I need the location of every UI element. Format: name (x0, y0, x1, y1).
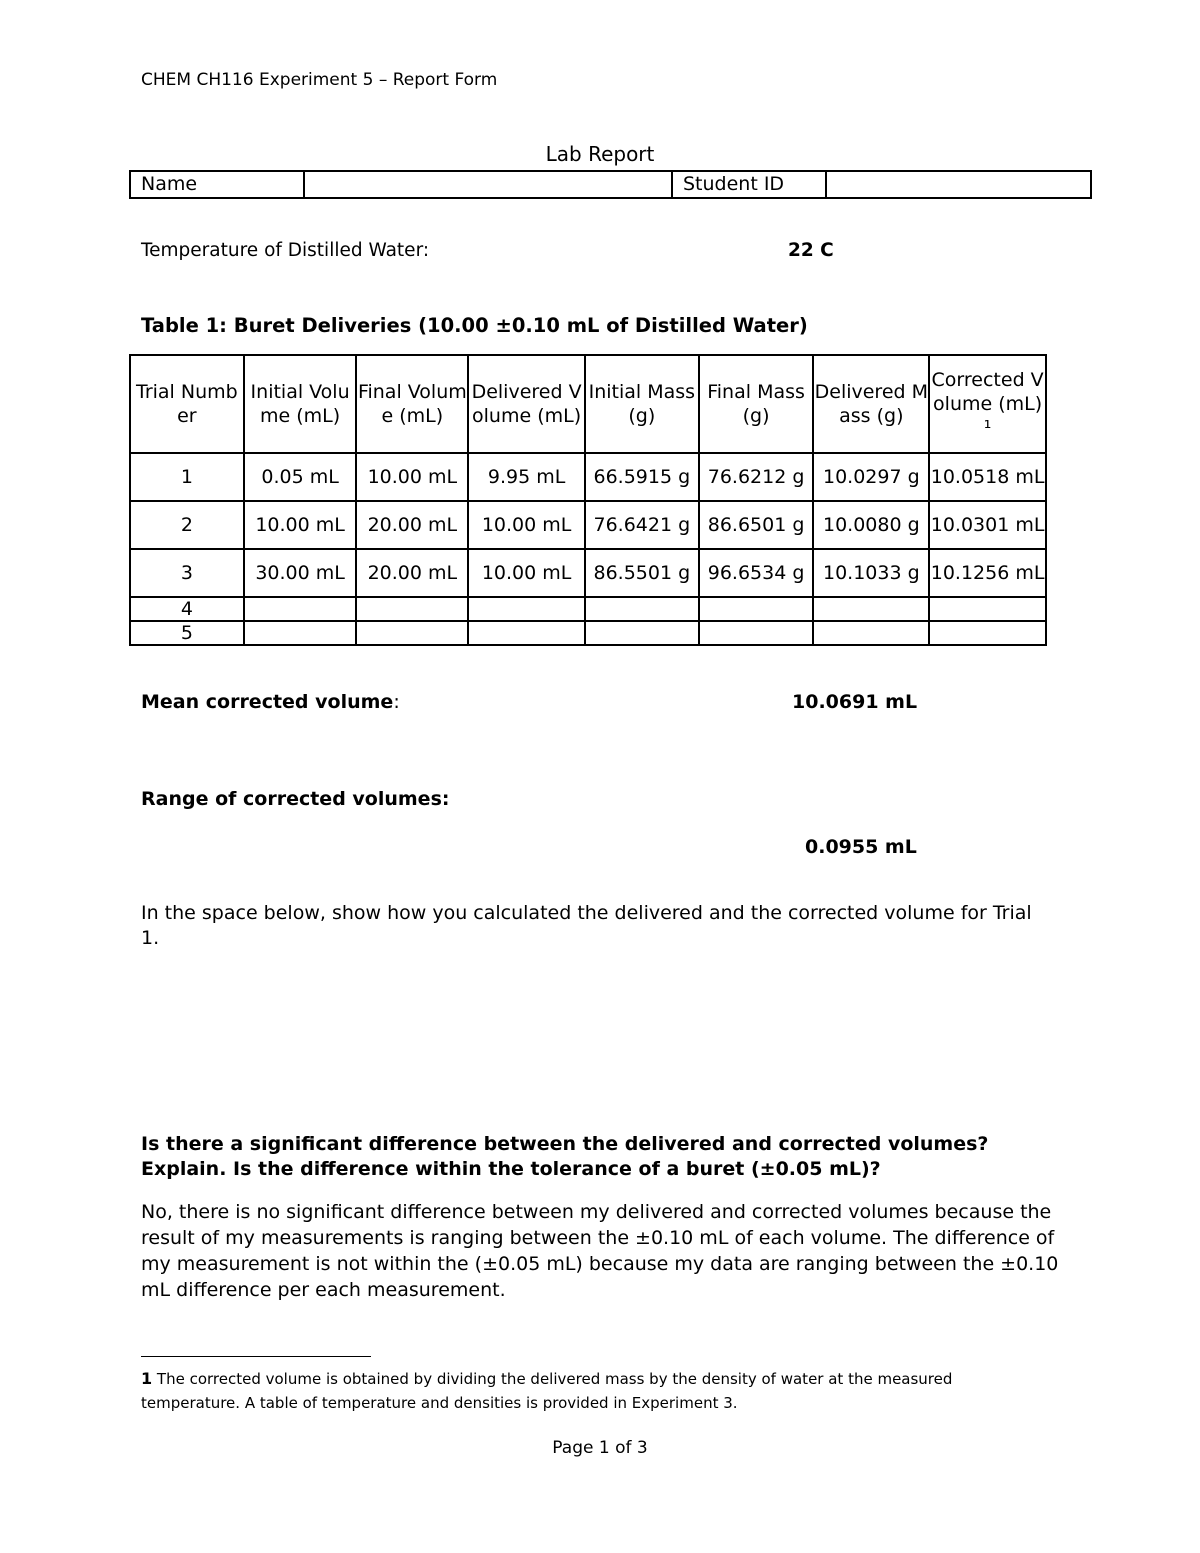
table-cell: 30.00 mL (244, 549, 357, 597)
table-cell: 0.05 mL (244, 453, 357, 501)
table-cell[interactable] (244, 597, 357, 621)
table-cell[interactable] (585, 621, 699, 645)
table-cell[interactable] (699, 597, 814, 621)
table-cell[interactable] (699, 621, 814, 645)
table-cell[interactable] (929, 621, 1046, 645)
table-cell: 10.00 mL (356, 453, 468, 501)
table-cell[interactable] (468, 621, 585, 645)
table-cell: 20.00 mL (356, 549, 468, 597)
table-row (130, 597, 1046, 621)
table-cell: 3 (130, 549, 244, 597)
table-row (130, 621, 1046, 645)
table-cell: 86.5501 g (585, 549, 699, 597)
table-cell[interactable] (813, 621, 929, 645)
footnote-number: 1 (141, 1369, 153, 1388)
table-cell: 10.00 mL (244, 501, 357, 549)
table-cell: 10.0297 g (813, 453, 929, 501)
table-cell: 1 (130, 453, 244, 501)
page-number: Page 1 of 3 (552, 1438, 648, 1458)
table-row (130, 501, 1046, 549)
table-cell: 10.1033 g (813, 549, 929, 597)
footnote (141, 1367, 1041, 1415)
table-cell: 10.00 mL (468, 549, 585, 597)
table-cell: 66.5915 g (585, 453, 699, 501)
mean-corrected-volume-label (141, 691, 400, 713)
col-header-initial-mass: Initial Mass (g) (585, 355, 699, 453)
col-header-final-volume: Final Volume (mL) (356, 355, 468, 453)
temperature-label: Temperature of Distilled Water: (141, 240, 430, 261)
table-caption: Table 1: Buret Deliveries (10.00 ±0.10 mL of Distilled Water) (141, 314, 808, 337)
student-info-table (129, 170, 1092, 199)
table-cell: 10.0301 mL (929, 501, 1046, 549)
col-header-delivered-mass: Delivered Mass (g) (813, 355, 929, 453)
table-cell: 76.6421 g (585, 501, 699, 549)
mean-label-colon: : (393, 691, 400, 713)
table-cell[interactable] (585, 597, 699, 621)
table-row (130, 549, 1046, 597)
corrected-volume-label: Corrected Volume (mL) (931, 369, 1044, 415)
table-cell: 5 (130, 621, 244, 645)
col-header-corrected-volume (929, 355, 1046, 453)
student-id-field[interactable] (826, 171, 1091, 198)
table-cell: 10.00 mL (468, 501, 585, 549)
table-cell[interactable] (929, 597, 1046, 621)
table-cell: 4 (130, 597, 244, 621)
page-title: Lab Report (545, 142, 655, 166)
table-cell: 10.0518 mL (929, 453, 1046, 501)
table-cell: 86.6501 g (699, 501, 814, 549)
buret-deliveries-table (129, 354, 1047, 646)
col-header-initial-volume: Initial Volume (mL) (244, 355, 357, 453)
col-header-final-mass: Final Mass (g) (699, 355, 814, 453)
table-cell: 20.00 mL (356, 501, 468, 549)
name-field[interactable] (304, 171, 672, 198)
table-cell: 96.6534 g (699, 549, 814, 597)
table-cell[interactable] (244, 621, 357, 645)
table-cell: 10.0080 g (813, 501, 929, 549)
table-cell[interactable] (356, 621, 468, 645)
table-cell: 76.6212 g (699, 453, 814, 501)
col-header-delivered-volume: Delivered Volume (mL) (468, 355, 585, 453)
document-header: CHEM CH116 Experiment 5 – Report Form (141, 70, 498, 90)
significance-answer: No, there is no significant difference between my delivered and corrected volumes because the result of my measurements is ranging between the ±0.10 mL of each volume. The difference of my measurement is not within the (±0.05 mL) because my data are ranging between the ±0.10 mL difference per each measurement. (141, 1201, 1059, 1301)
table-cell[interactable] (813, 597, 929, 621)
footnote-separator (141, 1356, 371, 1357)
col-header-trial-number: Trial Number (130, 355, 244, 453)
mean-corrected-volume-value: 10.0691 mL (792, 691, 918, 713)
student-id-label: Student ID (672, 171, 826, 198)
table-cell[interactable] (356, 597, 468, 621)
footnote-marker: ¹ (983, 417, 992, 439)
table-cell[interactable] (468, 597, 585, 621)
table-row (130, 453, 1046, 501)
calculation-prompt: In the space below, show how you calculated the delivered and the corrected volume for Trial 1. (141, 902, 1032, 949)
mean-label-text: Mean corrected volume (141, 691, 394, 713)
footnote-text: The corrected volume is obtained by dividing the delivered mass by the density of water at the measured temperature. A table of temperature and densities is provided in Experiment 3. (141, 1370, 953, 1412)
range-corrected-volumes-value: 0.0955 mL (805, 836, 917, 858)
table-cell: 2 (130, 501, 244, 549)
significance-question: Is there a significant difference between the delivered and corrected volumes? Explain. Is the difference within the tolerance of a buret (±0.05 mL)? (141, 1133, 989, 1180)
range-corrected-volumes-label: Range of corrected volumes: (141, 788, 450, 810)
name-label: Name (130, 171, 304, 198)
table-cell: 10.1256 mL (929, 549, 1046, 597)
temperature-value: 22 C (788, 240, 834, 261)
table-cell: 9.95 mL (468, 453, 585, 501)
